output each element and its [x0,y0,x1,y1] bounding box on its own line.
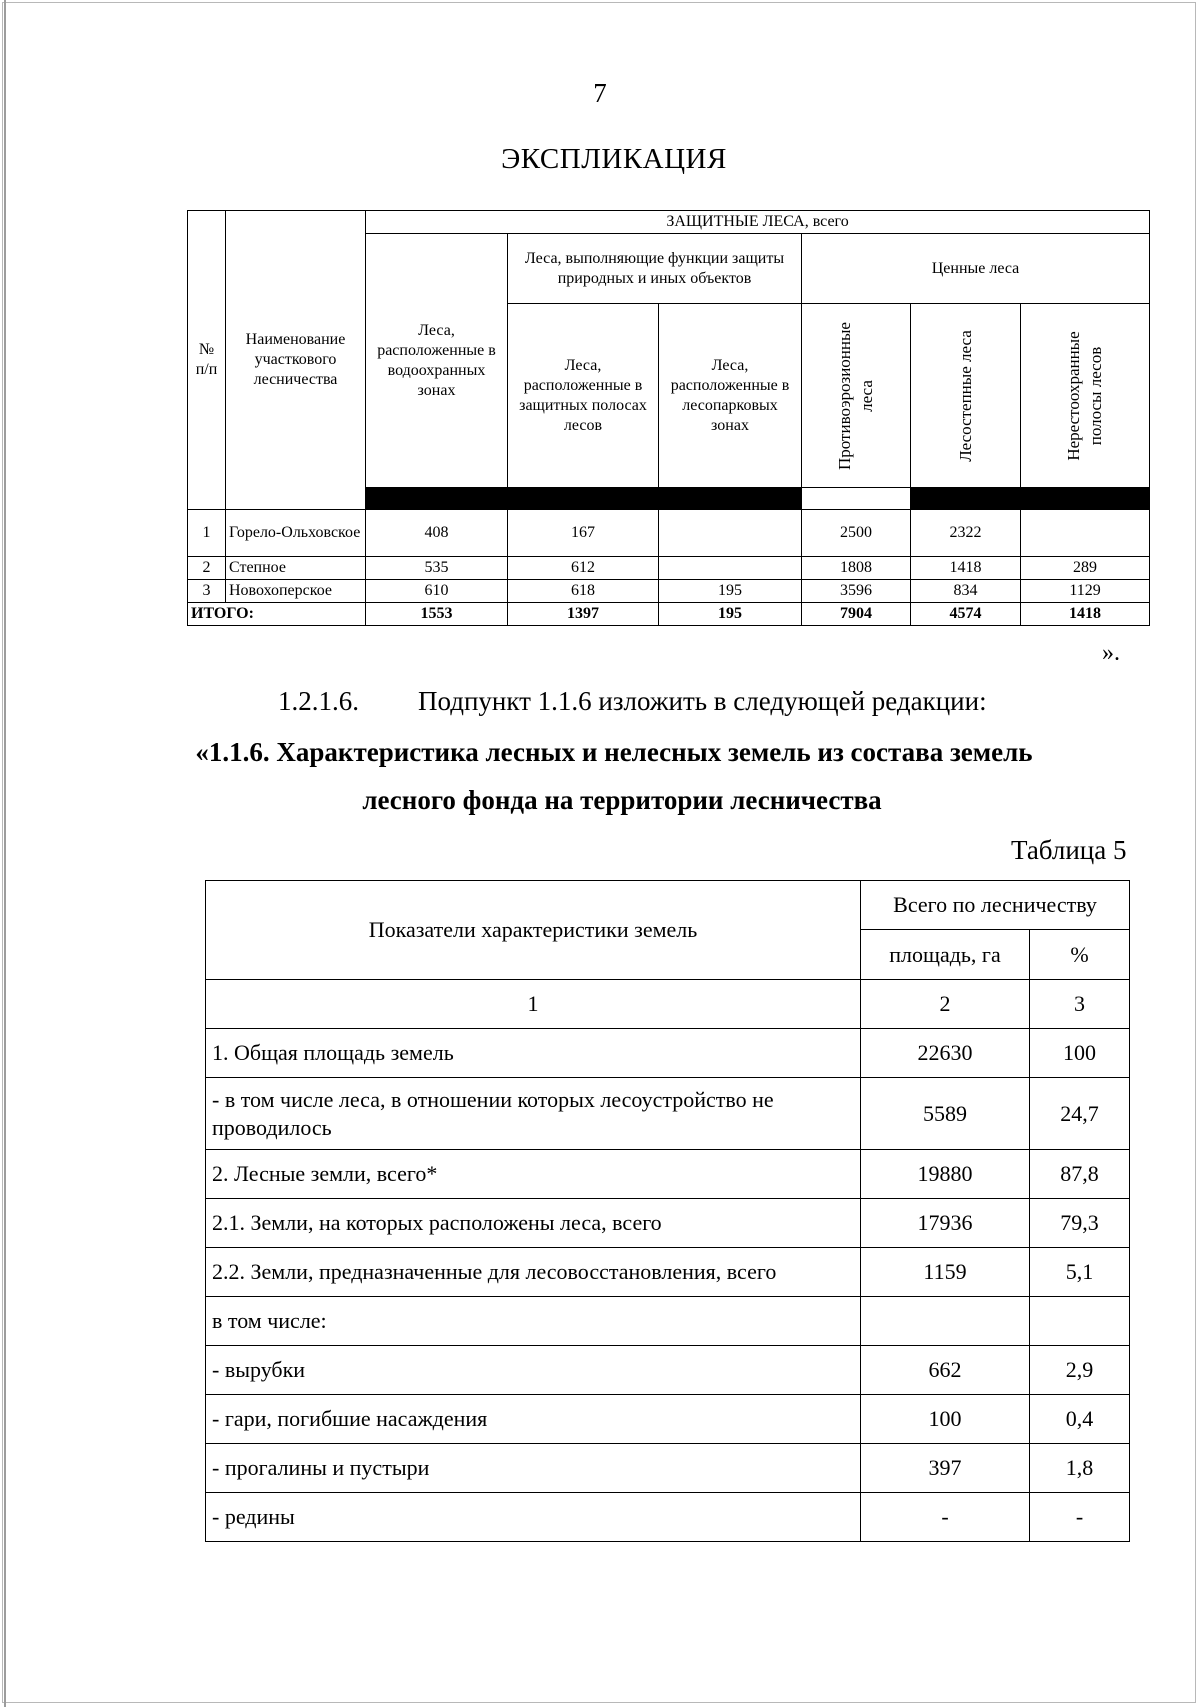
row-label: - вырубки [206,1346,861,1395]
table-row [206,1150,1130,1199]
row-spawning: 289 [1021,557,1150,580]
total-row [188,603,1150,626]
header-antierosion-cell [802,304,911,488]
row-name: Горело-Ольховское [226,510,366,557]
subpoint-number: 1.2.1.6. [278,686,359,716]
row-label: 2. Лесные земли, всего* [206,1150,861,1199]
row-parks: 195 [659,580,802,603]
row-steppe: 2322 [911,510,1021,557]
table-row [188,580,1150,603]
column-number: 2 [861,980,1030,1029]
header-steppe: Лесостепные леса [955,329,975,462]
row-spawning: 1129 [1021,580,1150,603]
black-band-cell [508,488,659,510]
row-strips: 618 [508,580,659,603]
row-percent: 5,1 [1030,1248,1130,1297]
land-characteristics-table [205,880,1130,1542]
row-area [861,1297,1030,1346]
row-parks [659,557,802,580]
row-steppe: 834 [911,580,1021,603]
header-spawning: Нерестоохранные полосы лесов [1064,330,1106,461]
row-water: 408 [366,510,508,557]
header-name: Наименование участкового лесничества [226,211,366,510]
row-percent: 2,9 [1030,1346,1130,1395]
row-label: - прогалины и пустыри [206,1444,861,1493]
header-area: площадь, га [861,930,1030,980]
row-antierosion: 3596 [802,580,911,603]
row-label: - в том числе леса, в отношении которых лесоустройство не проводилось [206,1078,861,1150]
row-strips: 167 [508,510,659,557]
header-water: Леса, расположенные в водоохранных зонах [366,234,508,488]
header-spawning-cell [1021,304,1150,488]
row-steppe: 1418 [911,557,1021,580]
row-area: 100 [861,1395,1030,1444]
explication-table [187,210,1150,626]
row-area: 397 [861,1444,1030,1493]
row-num: 1 [188,510,226,557]
table-row [188,557,1150,580]
subpoint-text: Подпункт 1.1.6 изложить в следующей редакции: [418,686,987,716]
header-row-1 [206,881,1130,930]
table-row [206,1248,1130,1297]
row-antierosion: 2500 [802,510,911,557]
header-row-1 [188,211,1150,234]
table-row [206,1029,1130,1078]
row-water: 610 [366,580,508,603]
header-total-group: Всего по лесничеству [861,881,1130,930]
row-area: 17936 [861,1199,1030,1248]
closing-quote: ». [1102,640,1120,666]
row-area: 19880 [861,1150,1030,1199]
column-number-row [206,980,1130,1029]
row-strips: 612 [508,557,659,580]
row-name: Степное [226,557,366,580]
row-label: 1. Общая площадь земель [206,1029,861,1078]
row-percent: 100 [1030,1029,1130,1078]
table-row [206,1444,1130,1493]
row-name: Новохоперское [226,580,366,603]
black-band-cell [1021,488,1150,510]
row-percent: - [1030,1493,1130,1542]
row-label: - гари, погибшие насаждения [206,1395,861,1444]
header-strips: Леса, расположенные в защитных полосах лесов [508,304,659,488]
header-parks: Леса, расположенные в лесопарковых зонах [659,304,802,488]
section-title-line-1: «1.1.6. Характеристика лесных и нелесных земель из состава земель [195,737,1033,767]
row-num: 2 [188,557,226,580]
row-percent: 79,3 [1030,1199,1130,1248]
row-water: 535 [366,557,508,580]
table-row [188,510,1150,557]
row-percent: 87,8 [1030,1150,1130,1199]
header-functions: Леса, выполняющие функции защиты природных и иных объектов [508,234,802,304]
table-row [206,1297,1130,1346]
row-area: 22630 [861,1029,1030,1078]
header-indicator: Показатели характеристики земель [206,881,861,980]
row-label: 2.1. Земли, на которых расположены леса, всего [206,1199,861,1248]
page-number: 7 [593,78,607,108]
row-label: в том числе: [206,1297,861,1346]
row-area: 5589 [861,1078,1030,1150]
table-caption: Таблица 5 [1011,835,1127,865]
row-percent: 24,7 [1030,1078,1130,1150]
page-heading: ЭКСПЛИКАЦИЯ [501,143,727,175]
header-antierosion: Противоэрозионные леса [835,321,876,470]
row-percent: 1,8 [1030,1444,1130,1493]
black-band-cell [911,488,1021,510]
total-label: ИТОГО: [188,603,366,626]
column-number: 3 [1030,980,1130,1029]
table-row [206,1493,1130,1542]
row-area: 1159 [861,1248,1030,1297]
row-label: - редины [206,1493,861,1542]
row-label: 2.2. Земли, предназначенные для лесовосстановления, всего [206,1248,861,1297]
total-antierosion: 7904 [802,603,911,626]
table-row [206,1346,1130,1395]
header-steppe-cell [911,304,1021,488]
total-parks: 195 [659,603,802,626]
row-num: 3 [188,580,226,603]
blank-band-cell [802,488,911,510]
table-row [206,1395,1130,1444]
row-spawning [1021,510,1150,557]
row-parks [659,510,802,557]
row-antierosion: 1808 [802,557,911,580]
scan-edge [4,0,6,1707]
black-band-cell [659,488,802,510]
section-title-line-2: лесного фонда на территории лесничества [362,785,882,815]
header-num: № п/п [188,211,226,510]
header-valuable: Ценные леса [802,234,1150,304]
row-percent [1030,1297,1130,1346]
row-area: - [861,1493,1030,1542]
black-band-cell [366,488,508,510]
column-number: 1 [206,980,861,1029]
row-area: 662 [861,1346,1030,1395]
subpoint-paragraph [278,686,987,717]
row-percent: 0,4 [1030,1395,1130,1444]
total-strips: 1397 [508,603,659,626]
total-spawning: 1418 [1021,603,1150,626]
table-row [206,1078,1130,1150]
total-steppe: 4574 [911,603,1021,626]
header-protective: ЗАЩИТНЫЕ ЛЕСА, всего [366,211,1150,234]
header-percent: % [1030,930,1130,980]
table-row [206,1199,1130,1248]
total-water: 1553 [366,603,508,626]
